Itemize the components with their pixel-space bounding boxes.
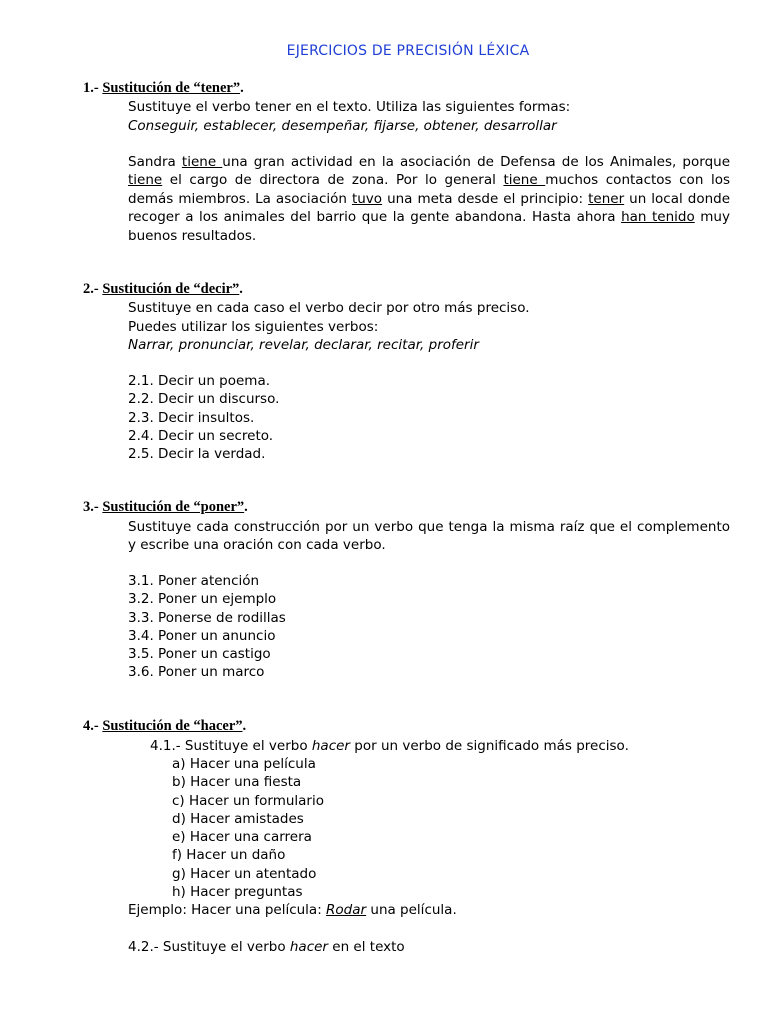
subsection-text: por un verbo de significado más preciso. — [349, 738, 629, 754]
section-3-heading — [83, 499, 248, 516]
section-2-instruction-1: Sustituye en cada caso el verbo decir por otro más preciso. — [128, 300, 530, 316]
subsection-4-2 — [128, 938, 405, 956]
list-item: 2.2. Decir un discurso. — [128, 391, 280, 408]
section-2-title-end: . — [239, 281, 243, 297]
list-item: 2.1. Decir un poema. — [128, 373, 271, 389]
list-item: b) Hacer una fiesta — [172, 774, 302, 791]
section-1-paragraph — [128, 153, 730, 245]
subsection-verb: hacer — [311, 738, 350, 754]
list-item: 3.4. Poner un anuncio — [128, 627, 276, 644]
list-item: g) Hacer un atentado — [172, 865, 317, 882]
page-title: EJERCICIOS DE PRECISIÓN LÉXICA — [286, 43, 530, 59]
paragraph-text: una gran actividad en la asociación de Defensa de los Animales, porque — [222, 154, 730, 170]
section-4-title-end: . — [242, 718, 247, 734]
subsection-text: 4.2.- Sustituye el verbo — [128, 939, 290, 955]
paragraph-text: una meta desde el principio: — [382, 190, 589, 207]
section-2-number: 2.- — [83, 281, 103, 297]
section-1-instruction: Sustituye el verbo tener en el texto. Utiliza las siguientes formas: — [128, 99, 571, 115]
list-item: a) Hacer una película — [172, 756, 316, 772]
list-item: 2.4. Decir un secreto. — [128, 427, 274, 444]
paragraph-text: el cargo de directora de zona. Por lo general — [162, 172, 504, 189]
subsection-4-1 — [150, 737, 629, 755]
section-3-title: Sustitución de “poner” — [102, 499, 245, 515]
list-item: d) Hacer amistades — [172, 810, 304, 827]
example-text: Ejemplo: Hacer una película: — [128, 902, 327, 918]
section-4-title: Sustitución de “hacer” — [102, 718, 243, 734]
paragraph-text: un local donde recoger a los animales del barrio que la gente abandona. Hasta ahora — [128, 190, 731, 226]
list-item: 3.5. Poner un castigo — [128, 646, 271, 663]
section-3-title-end: . — [244, 499, 248, 515]
list-item: 3.2. Poner un ejemplo — [128, 591, 277, 608]
section-1-forms: Conseguir, establecer, desempeñar, fijarse, obtener, desarrollar — [128, 118, 557, 134]
section-1-heading — [83, 80, 244, 97]
section-3-number: 3.- — [83, 499, 103, 515]
list-item: 2.5. Decir la verdad. — [128, 446, 266, 463]
example-text: una película. — [366, 902, 457, 918]
list-item: f) Hacer un daño — [172, 847, 286, 864]
section-1-title-end: . — [240, 80, 244, 96]
paragraph-text: Sandra — [128, 154, 182, 170]
section-1-number: 1.- — [83, 80, 103, 96]
section-4-number: 4.- — [83, 718, 103, 734]
section-2-list — [128, 372, 279, 463]
list-item: 3.1. Poner atención — [128, 573, 260, 589]
list-item: e) Hacer una carrera — [172, 829, 312, 846]
paragraph-text: muchos contactos con los demás miembros. La asociación — [128, 172, 730, 207]
underlined-verb: tiene — [181, 154, 223, 170]
section-2-heading — [83, 281, 243, 298]
subsection-verb: hacer — [289, 939, 328, 955]
underlined-verb: han tenido — [621, 209, 695, 226]
list-item: 3.6. Poner un marco — [128, 664, 265, 681]
underlined-verb: tuvo — [351, 190, 383, 207]
section-2-instruction-2: Puedes utilizar los siguientes verbos: — [128, 319, 379, 335]
list-item: 2.3. Decir insultos. — [128, 409, 255, 426]
underlined-verb: tener — [588, 190, 625, 207]
section-3-list — [128, 572, 286, 682]
section-3-instruction: Sustituye cada construcción por un verbo que tenga la misma raíz que el complemento y escribe una oración con cada verbo. — [128, 519, 730, 554]
subsection-text: en el texto — [327, 939, 405, 955]
list-item: 3.3. Ponerse de rodillas — [128, 609, 286, 626]
underlined-verb: tiene — [128, 172, 163, 189]
paragraph-text: muy buenos resultados. — [128, 209, 730, 244]
section-4-example — [128, 901, 457, 919]
list-item: h) Hacer preguntas — [172, 884, 303, 901]
example-answer: Rodar — [326, 902, 367, 918]
section-1-title: Sustitución de “tener” — [102, 80, 241, 96]
section-4-heading — [83, 718, 246, 735]
section-2-verbs: Narrar, pronunciar, revelar, declarar, recitar, proferir — [128, 337, 479, 353]
list-item: c) Hacer un formulario — [172, 792, 324, 809]
section-4-list — [172, 755, 324, 901]
section-2-title: Sustitución de “decir” — [102, 281, 240, 297]
subsection-text: 4.1.- Sustituye el verbo — [150, 738, 312, 754]
underlined-verb: tiene — [503, 172, 546, 189]
